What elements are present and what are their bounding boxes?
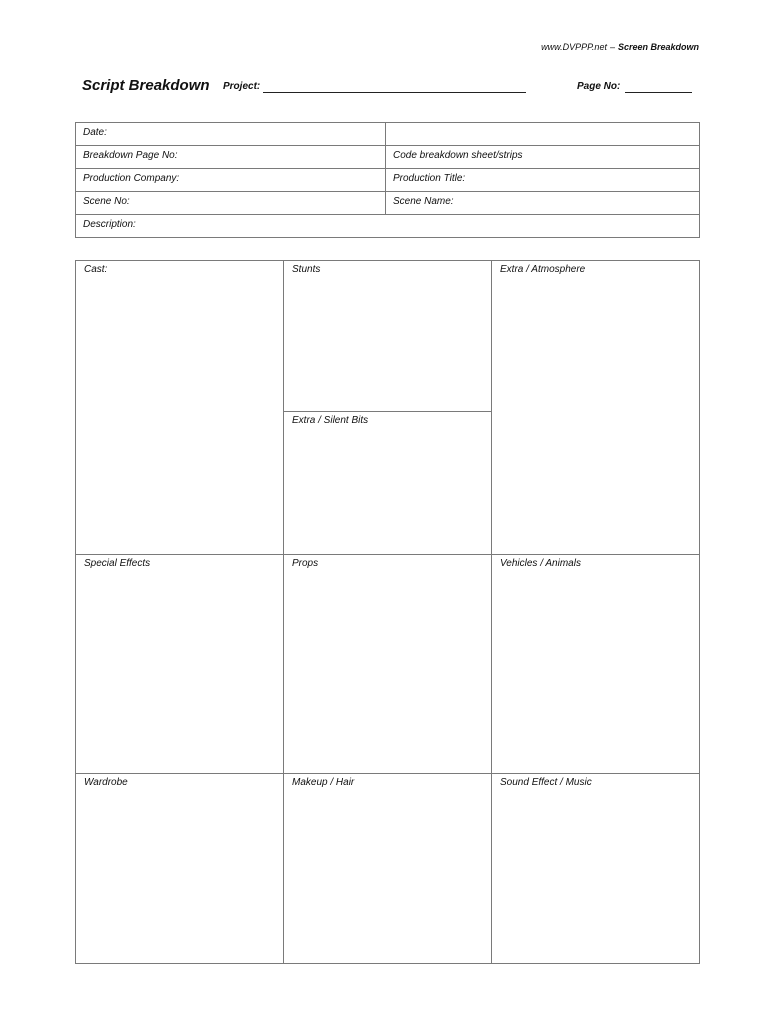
header-site [0,42,699,52]
special-effects-box[interactable] [76,555,284,774]
project-field-line[interactable] [263,92,526,93]
extra-atmosphere-label: Extra / Atmosphere [500,264,586,275]
scene-name-label: Scene Name: [393,196,454,207]
info-row-date [76,123,700,146]
stunts-label: Stunts [292,264,321,275]
breakdown-page-no-field[interactable] [76,146,386,169]
sound-effect-music-label: Sound Effect / Music [500,777,592,788]
stunts-box[interactable] [284,261,492,412]
info-row-breakdown [76,146,700,169]
production-title-field[interactable] [386,169,700,192]
scene-name-field[interactable] [386,192,700,215]
vehicles-animals-box[interactable] [492,555,700,774]
project-label: Project: [223,81,261,92]
info-row-scene [76,192,700,215]
sheet-title: Screen Breakdown [617,42,699,52]
info-row-description [76,215,700,238]
title-row [82,77,702,99]
cast-box[interactable] [76,261,284,555]
grid-row-3 [76,774,700,964]
info-row-production [76,169,700,192]
grid-row-1 [76,261,700,412]
code-breakdown-field[interactable] [386,146,700,169]
description-label: Description: [83,219,136,230]
breakdown-grid [75,260,700,964]
info-table [75,122,700,238]
sound-effect-music-box[interactable] [492,774,700,964]
extra-silent-bits-box[interactable] [284,412,492,555]
cast-label: Cast: [84,264,108,275]
grid-row-2 [76,555,700,774]
production-company-label: Production Company: [83,173,180,184]
wardrobe-label: Wardrobe [84,777,128,788]
vehicles-animals-label: Vehicles / Animals [500,558,581,569]
page-no-label: Page No: [577,81,621,92]
production-title-label: Production Title: [393,173,466,184]
document-title: Script Breakdown [82,77,210,94]
site-url: www.DVPPP.net [541,42,607,52]
breakdown-page-no-label: Breakdown Page No: [83,150,178,161]
wardrobe-box[interactable] [76,774,284,964]
extra-atmosphere-box[interactable] [492,261,700,555]
date-value-field[interactable] [386,123,700,146]
page-no-field-line[interactable] [625,92,692,93]
makeup-hair-label: Makeup / Hair [292,777,355,788]
site-separator: – [609,42,615,52]
extra-silent-bits-label: Extra / Silent Bits [292,415,369,426]
scene-no-field[interactable] [76,192,386,215]
code-breakdown-label: Code breakdown sheet/strips [393,150,523,161]
production-company-field[interactable] [76,169,386,192]
makeup-hair-box[interactable] [284,774,492,964]
props-box[interactable] [284,555,492,774]
scene-no-label: Scene No: [83,196,130,207]
date-field[interactable] [76,123,386,146]
date-label: Date: [83,127,107,138]
description-field[interactable] [76,215,700,238]
props-label: Props [292,558,319,569]
special-effects-label: Special Effects [84,558,151,569]
